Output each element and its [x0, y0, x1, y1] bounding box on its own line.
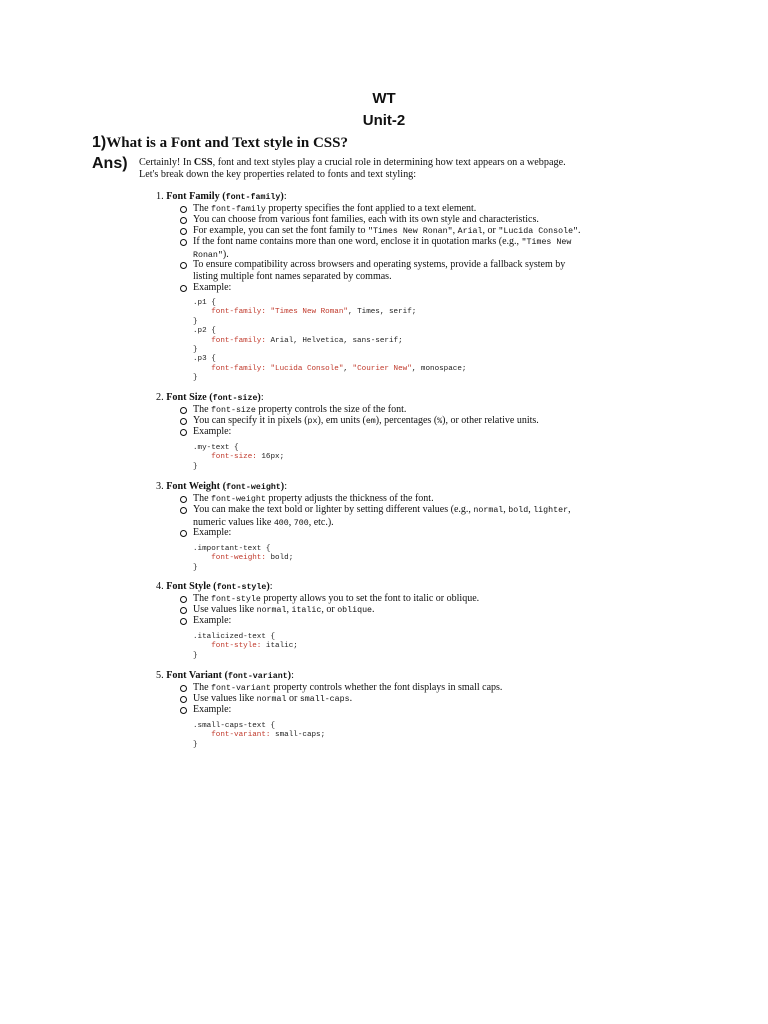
section-font-variant-heading: 5. Font Variant (font-variant): [156, 670, 294, 681]
code-block: .p1 { font-family: "Times New Roman", Times, serif; } .p2 { font-family: Arial, Helvetica, sans-serif; } .p3 { font-family: "Lucida Console", "Courier New", monospace; } [193, 299, 467, 383]
list-item: Example: [180, 527, 231, 539]
list-item: Example: [180, 615, 231, 627]
section-font-size-heading: 2. Font Size (font-size): [156, 392, 264, 403]
bullet-circle-icon [180, 685, 187, 692]
bullet-circle-icon [180, 530, 187, 537]
bullet-circle-icon [180, 285, 187, 292]
bullet-circle-icon [180, 618, 187, 625]
bullet-circle-icon [180, 418, 187, 425]
list-item: The font-size property controls the size of the font. [180, 404, 406, 417]
list-item: For example, you can set the font family to "Times New Ronan", Arial, or "Lucida Console". [180, 225, 581, 238]
code-block: .italicized-text { font-style: italic; } [193, 633, 298, 660]
section-font-style-heading: 4. Font Style (font-style): [156, 581, 273, 592]
document-subtitle: Unit-2 [362, 112, 406, 129]
list-item: Example: [180, 426, 231, 438]
list-item: The font-weight property adjusts the thickness of the font. [180, 493, 434, 506]
bullet-circle-icon [180, 407, 187, 414]
section-font-weight-heading: 3. Font Weight (font-weight): [156, 481, 288, 492]
question [92, 134, 348, 152]
code-block: .important-text { font-weight: bold; } [193, 545, 294, 572]
list-item: The font-family property specifies the font applied to a text element. [180, 203, 476, 216]
list-item: The font-style property allows you to set the font to italic or oblique. [180, 593, 479, 606]
bullet-circle-icon [180, 206, 187, 213]
document-title: WT [372, 90, 396, 107]
list-item: Use values like normal, italic, or oblique. [180, 604, 375, 617]
list-item: Example: [180, 282, 231, 294]
bullet-circle-icon [180, 228, 187, 235]
list-item: You can make the text bold or lighter by setting different values (e.g., normal, bold, lighter, numeric values like 400, 700, etc.). [180, 504, 571, 530]
bullet-circle-icon [180, 239, 187, 246]
bullet-circle-icon [180, 496, 187, 503]
list-item: If the font name contains more than one word, enclose it in quotation marks (e.g., "Times New Ronan"). [180, 236, 571, 262]
list-item: To ensure compatibility across browsers and operating systems, provide a fallback system by listing multiple font names separated by commas. [180, 259, 565, 283]
bullet-circle-icon [180, 507, 187, 514]
question-text: What is a Font and Text style in CSS? [106, 135, 348, 151]
bullet-circle-icon [180, 262, 187, 269]
code-block: .my-text { font-size: 16px; } [193, 444, 285, 471]
bullet-circle-icon [180, 596, 187, 603]
answer-label: Ans) [92, 155, 128, 172]
list-item: You can specify it in pixels (px), em units (em), percentages (%), or other relative units. [180, 415, 539, 428]
code-block: .small-caps-text { font-variant: small-caps; } [193, 722, 326, 749]
bullet-circle-icon [180, 429, 187, 436]
list-item: Use values like normal or small-caps. [180, 693, 352, 706]
list-item: The font-variant property controls whether the font displays in small caps. [180, 682, 502, 695]
list-item: You can choose from various font families, each with its own style and characteristics. [180, 214, 539, 226]
question-number: 1) [92, 134, 107, 151]
section-font-family-heading: 1. Font Family (font-family): [156, 191, 287, 202]
bullet-circle-icon [180, 707, 187, 714]
bullet-circle-icon [180, 217, 187, 224]
list-item: Example: [180, 704, 231, 716]
answer-intro: Certainly! In CSS, font and text styles play a crucial role in determining how text appears on a webpage. Let's break down the key properties related to fonts and text styling: [139, 157, 566, 180]
bullet-circle-icon [180, 696, 187, 703]
bullet-circle-icon [180, 607, 187, 614]
